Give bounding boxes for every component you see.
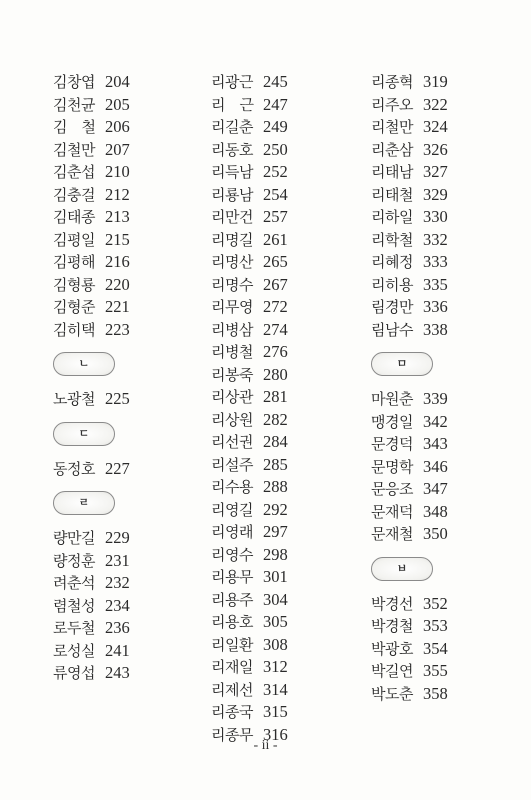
entry-name: 박광호 bbox=[371, 639, 413, 658]
index-entry bbox=[211, 161, 288, 184]
index-entry bbox=[211, 521, 288, 544]
entry-page: 308 bbox=[263, 634, 288, 654]
index-entry bbox=[211, 679, 288, 702]
entry-name: 리설주 bbox=[211, 455, 253, 474]
entry-name: 리용호 bbox=[211, 613, 253, 631]
entry-name: 리무영 bbox=[211, 298, 253, 316]
entry-name: 리태남 bbox=[371, 163, 413, 181]
entry-page: 297 bbox=[263, 522, 288, 541]
entry-name: 리주오 bbox=[371, 95, 413, 114]
index-entry bbox=[371, 638, 448, 661]
entry-page: 213 bbox=[105, 207, 130, 226]
entry-name: 문재덕 bbox=[371, 502, 413, 521]
entry-page: 314 bbox=[263, 679, 288, 699]
entry-name: 리재일 bbox=[211, 658, 253, 676]
entry-name: 리학철 bbox=[371, 230, 413, 249]
entry-page: 352 bbox=[423, 593, 448, 613]
entry-name: 리춘삼 bbox=[371, 140, 413, 159]
entry-page: 282 bbox=[263, 409, 288, 429]
entry-page: 288 bbox=[263, 477, 288, 496]
index-entry bbox=[211, 454, 288, 477]
entry-name: 리봉죽 bbox=[211, 365, 253, 384]
entry-name: 박경선 bbox=[371, 594, 413, 613]
index-entry bbox=[371, 71, 448, 94]
entry-name: 리상원 bbox=[211, 410, 253, 429]
entry-name: 리제선 bbox=[211, 680, 253, 699]
entry-name: 리득남 bbox=[211, 163, 253, 181]
index-entry bbox=[211, 251, 288, 274]
entry-name: 박경철 bbox=[371, 617, 413, 635]
entry-name: 리종무 bbox=[211, 725, 253, 744]
index-entry bbox=[211, 499, 288, 522]
entry-name: 림경만 bbox=[371, 298, 413, 316]
entry-name: 김형룡 bbox=[53, 275, 95, 294]
entry-name: 리용주 bbox=[211, 590, 253, 609]
entry-page: 292 bbox=[263, 499, 288, 519]
entry-page: 347 bbox=[423, 479, 448, 498]
index-entry bbox=[211, 139, 288, 162]
index-entry bbox=[211, 544, 288, 567]
entry-name: 문명학 bbox=[371, 457, 413, 476]
page-number: - ii - bbox=[253, 738, 278, 753]
entry-page: 343 bbox=[423, 434, 448, 453]
index-entry bbox=[211, 274, 288, 297]
entry-name: 리명길 bbox=[211, 230, 253, 249]
index-entry bbox=[53, 274, 130, 297]
entry-name: 리용무 bbox=[211, 568, 253, 586]
entry-page: 212 bbox=[105, 184, 130, 204]
entry-page: 358 bbox=[423, 683, 448, 703]
entry-page: 221 bbox=[105, 297, 130, 316]
index-entry bbox=[371, 523, 448, 546]
entry-page: 322 bbox=[423, 94, 448, 114]
entry-page: 236 bbox=[105, 618, 130, 637]
index-entry bbox=[53, 161, 130, 184]
section-letter-badge: ㅂ bbox=[371, 557, 433, 581]
entry-page: 332 bbox=[423, 229, 448, 249]
entry-name: 리영길 bbox=[211, 500, 253, 519]
section-header bbox=[53, 480, 130, 527]
index-entry bbox=[371, 161, 448, 184]
entry-name: 리상관 bbox=[211, 388, 253, 406]
index-entry bbox=[53, 116, 130, 139]
entry-name: 리태철 bbox=[371, 185, 413, 204]
entry-page: 305 bbox=[263, 612, 288, 631]
entry-page: 355 bbox=[423, 661, 448, 680]
section-letter-badge: ㅁ bbox=[371, 352, 433, 376]
entry-page: 241 bbox=[105, 640, 130, 660]
entry-page: 254 bbox=[263, 184, 288, 204]
entry-name: 문경덕 bbox=[371, 435, 413, 453]
index-entry bbox=[371, 615, 448, 638]
entry-name: 리영수 bbox=[211, 545, 253, 564]
index-entry bbox=[211, 701, 288, 724]
entry-name: 리명수 bbox=[211, 275, 253, 294]
entry-name: 리혜정 bbox=[371, 253, 413, 271]
entry-name: 동정호 bbox=[53, 459, 95, 478]
section-letter-badge: ㄹ bbox=[53, 491, 115, 515]
index-entry bbox=[53, 527, 130, 550]
index-entry bbox=[371, 296, 448, 319]
entry-page: 312 bbox=[263, 657, 288, 676]
entry-page: 324 bbox=[423, 117, 448, 136]
entry-name: 리선권 bbox=[211, 433, 253, 451]
entry-name: 김춘섭 bbox=[53, 163, 95, 181]
entry-page: 243 bbox=[105, 663, 130, 682]
index-entry bbox=[53, 251, 130, 274]
entry-page: 339 bbox=[423, 389, 448, 408]
entry-page: 205 bbox=[105, 94, 130, 114]
index-entry bbox=[53, 319, 130, 342]
index-entry bbox=[53, 229, 130, 252]
entry-page: 336 bbox=[423, 297, 448, 316]
entry-page: 274 bbox=[263, 319, 288, 339]
index-entry bbox=[211, 296, 288, 319]
index-entry bbox=[371, 251, 448, 274]
entry-name: 리종국 bbox=[211, 703, 253, 721]
entry-name: 려춘석 bbox=[53, 574, 95, 592]
entry-name: 문응조 bbox=[371, 480, 413, 498]
entry-name: 렴철성 bbox=[53, 596, 95, 615]
entry-name: 김태종 bbox=[53, 208, 95, 226]
entry-page: 276 bbox=[263, 342, 288, 361]
entry-page: 315 bbox=[263, 702, 288, 721]
index-entry bbox=[53, 572, 130, 595]
index-entry bbox=[211, 634, 288, 657]
index-entry bbox=[211, 364, 288, 387]
entry-page: 284 bbox=[263, 432, 288, 451]
entry-page: 229 bbox=[105, 528, 130, 547]
index-entry bbox=[371, 184, 448, 207]
index-entry bbox=[53, 550, 130, 573]
index-entry bbox=[53, 617, 130, 640]
entry-page: 250 bbox=[263, 139, 288, 159]
entry-name: 김충걸 bbox=[53, 185, 95, 204]
index-entry bbox=[53, 206, 130, 229]
index-entry bbox=[211, 476, 288, 499]
entry-name: 리일환 bbox=[211, 635, 253, 654]
index-entry bbox=[211, 386, 288, 409]
entry-page: 353 bbox=[423, 616, 448, 635]
entry-page: 316 bbox=[263, 724, 288, 744]
entry-page: 335 bbox=[423, 274, 448, 294]
index-entry bbox=[211, 71, 288, 94]
entry-page: 301 bbox=[263, 567, 288, 586]
index-entry bbox=[211, 319, 288, 342]
index-entry bbox=[371, 478, 448, 501]
entry-page: 215 bbox=[105, 229, 130, 249]
entry-name: 김평일 bbox=[53, 230, 95, 249]
index-entry bbox=[371, 319, 448, 342]
entry-page: 227 bbox=[105, 458, 130, 478]
index-column-2 bbox=[211, 71, 288, 746]
index-entry bbox=[53, 662, 130, 685]
index-entry bbox=[211, 431, 288, 454]
index-entry bbox=[371, 660, 448, 683]
section-header bbox=[53, 411, 130, 458]
index-entry bbox=[211, 611, 288, 634]
entry-page: 257 bbox=[263, 207, 288, 226]
entry-name: 문재철 bbox=[371, 525, 413, 543]
entry-name: 리 근 bbox=[211, 95, 254, 114]
index-entry bbox=[53, 184, 130, 207]
index-entry bbox=[371, 433, 448, 456]
index-entry bbox=[211, 589, 288, 612]
entry-name: 리길춘 bbox=[211, 118, 253, 136]
index-entry bbox=[211, 116, 288, 139]
entry-name: 리철만 bbox=[371, 118, 413, 136]
index-entry bbox=[371, 593, 448, 616]
entry-name: 림남수 bbox=[371, 320, 413, 339]
entry-page: 280 bbox=[263, 364, 288, 384]
index-column-3 bbox=[371, 71, 448, 705]
entry-page: 272 bbox=[263, 297, 288, 316]
entry-page: 350 bbox=[423, 524, 448, 543]
index-entry bbox=[53, 458, 130, 481]
index-entry bbox=[371, 274, 448, 297]
entry-page: 206 bbox=[105, 117, 130, 136]
index-entry bbox=[211, 184, 288, 207]
entry-name: 리동호 bbox=[211, 140, 253, 159]
entry-page: 333 bbox=[423, 252, 448, 271]
entry-page: 346 bbox=[423, 456, 448, 476]
index-entry bbox=[211, 341, 288, 364]
entry-page: 207 bbox=[105, 139, 130, 159]
entry-name: 김철만 bbox=[53, 140, 95, 159]
entry-name: 리광근 bbox=[211, 73, 253, 91]
index-entry bbox=[371, 139, 448, 162]
index-entry bbox=[371, 501, 448, 524]
index-column-1 bbox=[53, 71, 130, 685]
section-header bbox=[53, 341, 130, 388]
index-entry bbox=[371, 116, 448, 139]
entry-name: 리종혁 bbox=[371, 73, 413, 91]
entry-name: 노광철 bbox=[53, 390, 95, 408]
section-header bbox=[371, 341, 448, 388]
index-entry bbox=[211, 229, 288, 252]
index-entry bbox=[53, 296, 130, 319]
section-letter-badge: ㄷ bbox=[53, 422, 115, 446]
index-entry bbox=[371, 388, 448, 411]
index-entry bbox=[53, 595, 130, 618]
entry-name: 김천균 bbox=[53, 95, 95, 114]
entry-page: 304 bbox=[263, 589, 288, 609]
entry-name: 량정훈 bbox=[53, 551, 95, 570]
entry-name: 리병철 bbox=[211, 343, 253, 361]
section-header bbox=[371, 546, 448, 593]
entry-page: 348 bbox=[423, 501, 448, 521]
index-entry bbox=[53, 388, 130, 411]
entry-page: 249 bbox=[263, 117, 288, 136]
entry-page: 261 bbox=[263, 229, 288, 249]
entry-name: 리만건 bbox=[211, 208, 253, 226]
entry-page: 281 bbox=[263, 387, 288, 406]
entry-name: 김 철 bbox=[53, 118, 96, 136]
index-entry bbox=[53, 71, 130, 94]
index-entry bbox=[371, 456, 448, 479]
index-entry bbox=[211, 409, 288, 432]
index-entry bbox=[53, 640, 130, 663]
entry-page: 232 bbox=[105, 573, 130, 592]
entry-page: 327 bbox=[423, 162, 448, 181]
entry-name: 류영섭 bbox=[53, 664, 95, 682]
index-entry bbox=[211, 566, 288, 589]
entry-page: 319 bbox=[423, 72, 448, 91]
entry-page: 298 bbox=[263, 544, 288, 564]
entry-name: 김창엽 bbox=[53, 73, 95, 91]
index-entry bbox=[371, 206, 448, 229]
entry-page: 342 bbox=[423, 411, 448, 431]
entry-name: 박도춘 bbox=[371, 684, 413, 703]
entry-page: 231 bbox=[105, 550, 130, 570]
entry-page: 220 bbox=[105, 274, 130, 294]
entry-page: 330 bbox=[423, 207, 448, 226]
entry-page: 210 bbox=[105, 162, 130, 181]
entry-name: 리수용 bbox=[211, 478, 253, 496]
index-entry bbox=[211, 94, 288, 117]
entry-page: 267 bbox=[263, 274, 288, 294]
entry-name: 맹경일 bbox=[371, 412, 413, 431]
index-entry bbox=[371, 683, 448, 706]
entry-name: 리히용 bbox=[371, 275, 413, 294]
entry-page: 247 bbox=[263, 94, 288, 114]
entry-page: 326 bbox=[423, 139, 448, 159]
entry-page: 338 bbox=[423, 319, 448, 339]
entry-page: 354 bbox=[423, 638, 448, 658]
index-entry bbox=[211, 206, 288, 229]
entry-name: 리하일 bbox=[371, 208, 413, 226]
entry-page: 285 bbox=[263, 454, 288, 474]
entry-name: 리병삼 bbox=[211, 320, 253, 339]
entry-page: 225 bbox=[105, 389, 130, 408]
entry-name: 김히택 bbox=[53, 320, 95, 339]
index-entry bbox=[53, 94, 130, 117]
entry-name: 박길연 bbox=[371, 662, 413, 680]
entry-page: 234 bbox=[105, 595, 130, 615]
entry-name: 리영래 bbox=[211, 523, 253, 541]
entry-name: 량만길 bbox=[53, 529, 95, 547]
entry-name: 김평해 bbox=[53, 253, 95, 271]
entry-page: 223 bbox=[105, 319, 130, 339]
index-entry bbox=[371, 411, 448, 434]
index-entry bbox=[211, 656, 288, 679]
index-entry bbox=[371, 229, 448, 252]
entry-page: 245 bbox=[263, 72, 288, 91]
entry-name: 리명산 bbox=[211, 253, 253, 271]
entry-page: 265 bbox=[263, 252, 288, 271]
entry-name: 로성실 bbox=[53, 641, 95, 660]
entry-page: 252 bbox=[263, 162, 288, 181]
entry-name: 마원춘 bbox=[371, 390, 413, 408]
entry-page: 329 bbox=[423, 184, 448, 204]
entry-page: 216 bbox=[105, 252, 130, 271]
entry-name: 로두철 bbox=[53, 619, 95, 637]
entry-name: 김형준 bbox=[53, 298, 95, 316]
entry-page: 204 bbox=[105, 72, 130, 91]
entry-name: 리룡남 bbox=[211, 185, 253, 204]
section-letter-badge: ㄴ bbox=[53, 352, 115, 376]
index-entry bbox=[53, 139, 130, 162]
index-entry bbox=[371, 94, 448, 117]
